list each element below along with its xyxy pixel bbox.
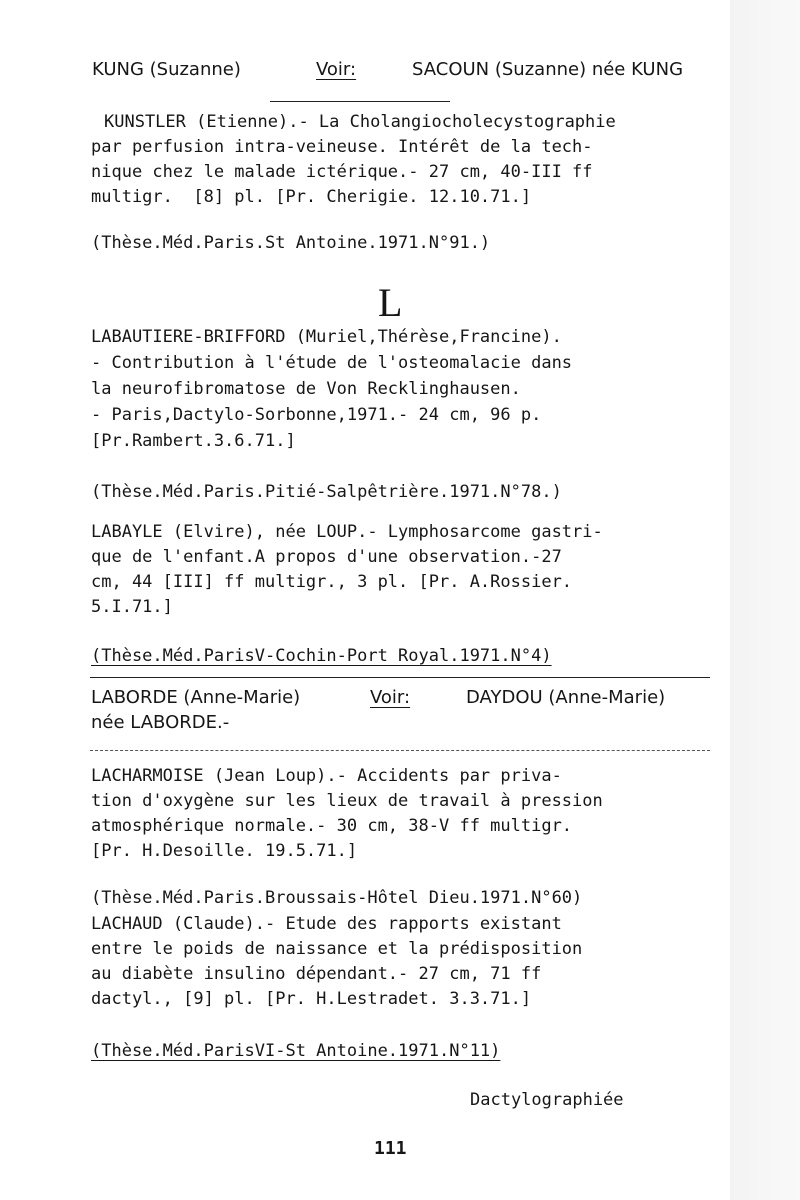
entry-line: au diabète insulino dépendant.- 27 cm, 71 ff <box>91 964 542 984</box>
these-line: (Thèse.Méd.Paris.St Antoine.1971.N°91.) <box>91 233 491 253</box>
header-rule <box>270 101 450 102</box>
header-target: SACOUN (Suzanne) née KUNG <box>412 59 684 80</box>
entry-line: [Pr. H.Desoille. 19.5.71.] <box>91 841 358 861</box>
entry-line: par perfusion intra-veineuse. Intérêt de la tech- <box>91 137 593 157</box>
entry-line: multigr. [8] pl. [Pr. Cherigie. 12.10.71.] <box>91 187 532 207</box>
page-number: 111 <box>374 1138 407 1159</box>
entry-line: LACHAUD (Claude).- Etude des rapports existant <box>91 914 562 934</box>
these-line: (Thèse.Méd.Paris.Pitié-Salpêtrière.1971.N°78.) <box>91 482 562 502</box>
entry-line: dactyl., [9] pl. [Pr. H.Lestradet. 3.3.71.] <box>91 989 532 1009</box>
page-edge-shadow <box>730 0 800 1200</box>
entry-target: DAYDOU (Anne-Marie) <box>466 687 666 708</box>
entry-line: entre le poids de naissance et la prédisposition <box>91 939 583 959</box>
entry-line: née LABORDE.- <box>91 712 230 733</box>
entry-line: LABAUTIERE-BRIFFORD (Muriel,Thérèse,Francine). <box>91 327 562 347</box>
entry-line: tion d'oxygène sur les lieux de travail à pression <box>91 791 603 811</box>
entry-line: LABAYLE (Elvire), née LOUP.- Lymphosarcome gastri- <box>91 522 603 542</box>
section-rule <box>90 750 710 751</box>
entry-line: - Contribution à l'étude de l'osteomalacie dans <box>91 353 573 373</box>
these-line: (Thèse.Méd.ParisVI-St Antoine.1971.N°11) <box>91 1041 501 1061</box>
entry-voir: Voir: <box>370 687 411 708</box>
these-line: (Thèse.Méd.ParisV-Cochin-Port Royal.1971.N°4) <box>91 646 552 666</box>
header-voir: Voir: <box>316 59 357 80</box>
entry-line: cm, 44 [III] ff multigr., 3 pl. [Pr. A.Rossier. <box>91 572 573 592</box>
header-name: KUNG (Suzanne) <box>92 59 241 80</box>
entry-line: KUNSTLER (Etienne).- La Cholangiocholecystographie <box>104 112 616 132</box>
entry-line: que de l'enfant.A propos d'une observation.-27 <box>91 547 562 567</box>
section-letter: L <box>378 280 403 325</box>
entry-line: LACHARMOISE (Jean Loup).- Accidents par priva- <box>91 766 562 786</box>
entry-line: atmosphérique normale.- 30 cm, 38-V ff multigr. <box>91 816 573 836</box>
signature-note: Dactylographiée <box>470 1090 624 1110</box>
entry-line: - Paris,Dactylo-Sorbonne,1971.- 24 cm, 96 p. <box>91 405 542 425</box>
entry-line: [Pr.Rambert.3.6.71.] <box>91 431 296 451</box>
section-rule <box>90 677 710 678</box>
entry-line: 5.I.71.] <box>91 597 173 617</box>
entry-line: la neurofibromatose de Von Recklinghausen. <box>91 379 521 399</box>
entry-name: LABORDE (Anne-Marie) <box>91 687 301 708</box>
entry-line: nique chez le malade ictérique.- 27 cm, 40-III ff <box>91 162 593 182</box>
these-line: (Thèse.Méd.Paris.Broussais-Hôtel Dieu.1971.N°60) <box>91 888 583 908</box>
